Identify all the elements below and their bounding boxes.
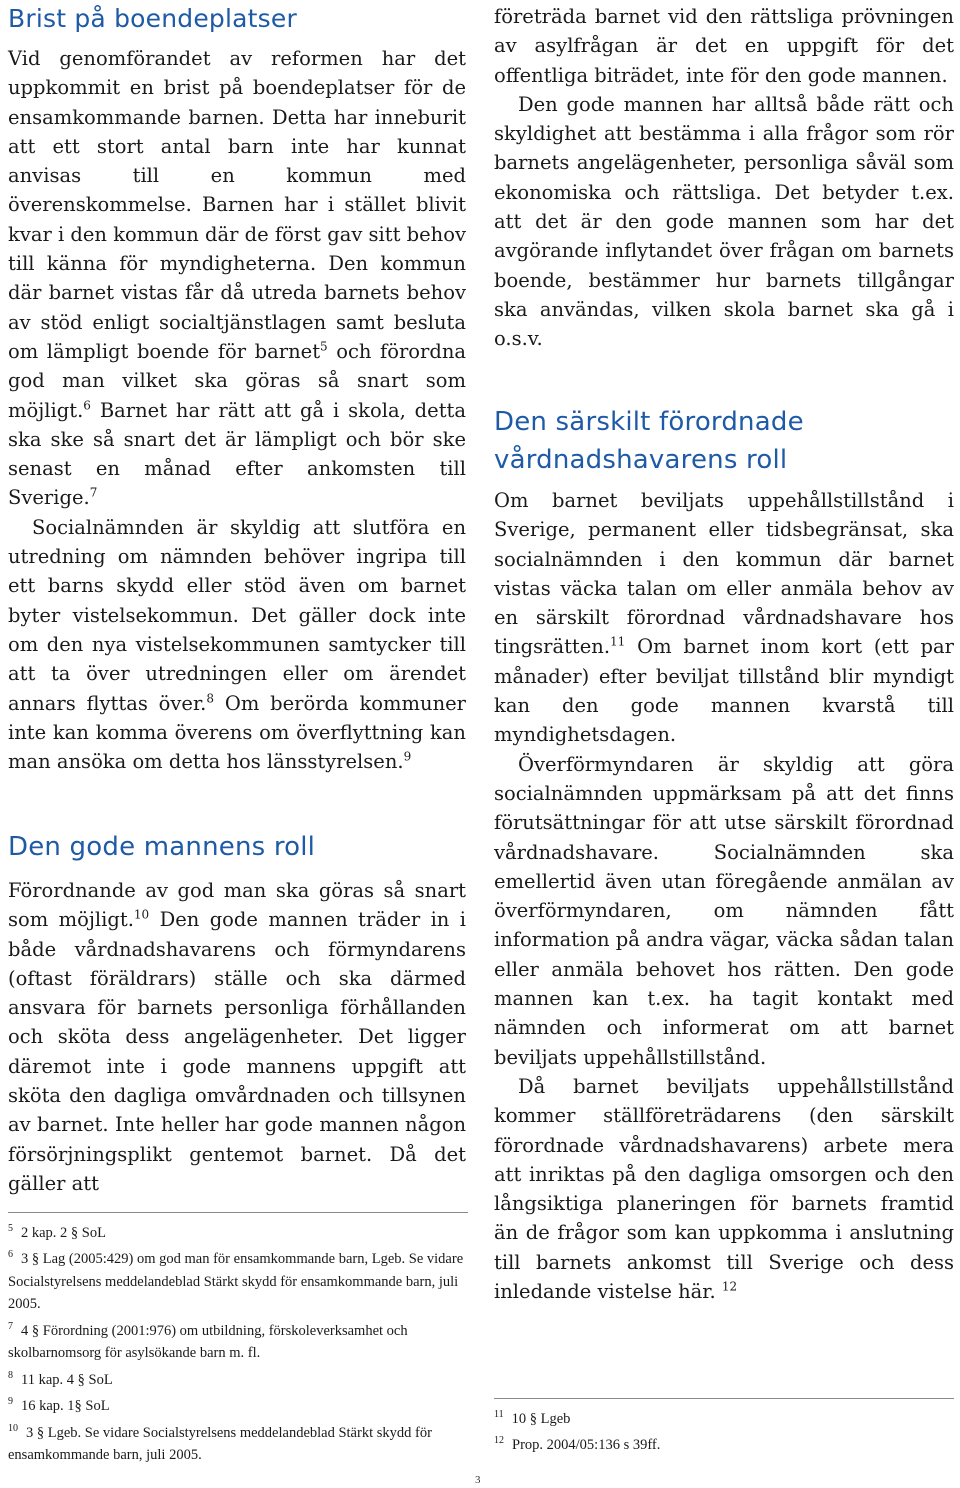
heading-den-sarskilt-forordnade: Den särskilt förordnade vårdnadshavarens roll [494, 407, 804, 475]
footnote-text: 10 § Lgeb [511, 1410, 571, 1427]
right-column-top [494, 2, 954, 354]
page-number: 3 [475, 1474, 481, 1486]
p3-text-b: Den gode mannen träder in i både vårdnadshavarens och förmyndarens (oftast föräldrars) ställe och ska därmed ansvara för barnets personliga förhållanden och sköta dess angelägenheter. Det ligger däremot inte i gode mannens uppgift att sköta den dagliga omvårdnaden och tillsynen av barnet. Inte heller har gode mannen någon försörjningsplikt gentemot barnet. Då det gäller att [8, 908, 466, 1195]
footnote-divider-left [8, 1212, 468, 1213]
p1-text-b: och förordna god man vilket ska göras så snart som möjligt. [8, 339, 467, 422]
footnote-ref-7: 7 [89, 485, 98, 500]
paragraph-3 [8, 876, 466, 1198]
p6-text-a: Om barnet beviljats uppehållstillstånd i Sverige, permanent eller tidsbegränsat, ska socialnämnden i den kommun där barnet vistas väcka talan om eller anmäla behov av en särskilt förordnad vårdnadshavare hos tingsrätten. [494, 489, 954, 659]
footnote-text: 16 kap. 1§ SoL [21, 1398, 110, 1415]
footnote-number: 11 [494, 1409, 504, 1420]
paragraph-7: Överförmyndaren är skyldig att göra socialnämnden uppmärksam på att det finns förutsättningar för att utse särskilt förordnad vårdnadshavare. Socialnämnden ska emellertid även utan föregående anmälan av överförmyndaren, om nämnden fått information på andra vägar, väcka sådan talan eller anmäla behovet hos rätten. Den gode mannen kan t.ex. ha tagit kontakt med nämnden och informerat om att barnet beviljats uppehållstillstånd. [494, 752, 954, 1069]
footnote-number: 8 [8, 1370, 13, 1382]
footnote-number: 6 [8, 1249, 13, 1261]
footnote-item [8, 1244, 470, 1316]
paragraph-1 [8, 44, 466, 776]
footnote-item [8, 1316, 470, 1365]
footnotes-left [8, 1218, 470, 1467]
footnote-ref-9: 9 [403, 749, 412, 764]
p2-text-b: Om berörda kommuner inte kan komma överens om överflyttning kan man ansöka om detta hos länsstyrelsen. [8, 691, 466, 774]
footnote-item [8, 1391, 470, 1417]
footnote-text: Prop. 2004/05:136 s 39ff. [512, 1437, 661, 1454]
footnote-item [8, 1418, 470, 1467]
footnote-text: 2 kap. 2 § SoL [21, 1224, 106, 1241]
footnote-ref-10: 10 [133, 907, 150, 922]
footnote-ref-5: 5 [320, 339, 328, 354]
footnote-ref-6: 6 [83, 398, 91, 413]
heading-brist-pa-boendeplatser: Brist på boendeplatser [8, 4, 297, 33]
footnote-number: 10 [8, 1422, 18, 1434]
footnote-item [494, 1404, 954, 1430]
footnote-item [8, 1365, 470, 1391]
p8-text-a: Då barnet beviljats uppehållstillstånd kommer ställföreträdarens (den särskilt förordnade vårdnadshavarens) arbete mera att inriktas på den dagliga omsorgen och den långsiktiga planeringen för barnets framtid än de frågor som kan uppkomma i anslutning till barnets ankomst till Sverige och dess inledande vistelse här. [494, 1074, 954, 1304]
p1-text-a: Vid genomförandet av reformen har det uppkommit en brist på boendeplatser för de ensamkommande barnen. Detta har inneburit att ett stort antal barn inte har kunnat anvisas till en kommun med överenskommelse. Barnen har i stället blivit kvar i den kommun där de först gav sitt behov till känna för myndigheterna. Den kommun där barnet vistas får då utreda barnets behov av stöd enligt socialtjänstlagen samt besluta om lämpligt boende för barnet [8, 47, 466, 363]
footnote-ref-12: 12 [721, 1279, 738, 1294]
paragraph-4: företräda barnet vid den rättsliga prövningen av asylfrågan är det en uppgift för det offentliga biträdet, inte för den gode mannen. [494, 5, 954, 87]
footnotes-right [494, 1404, 954, 1457]
footnote-text: 3 § Lag (2005:429) om god man för ensamkommande barn, Lgeb. Se vidare Socialstyrelsens meddelandeblad Stärkt skydd för ensamkommande barn, juli 2005. [8, 1251, 464, 1313]
footnote-item [494, 1430, 954, 1456]
footnote-number: 12 [494, 1435, 504, 1447]
p6-text-b: Om barnet inom kort (ett par månader) efter beviljat tillstånd blir myndigt kan den gode mannen kvarstå till myndighetsdagen. [494, 635, 954, 747]
footnote-ref-8: 8 [206, 691, 214, 706]
paragraph-5: Den gode mannen har alltså både rätt och skyldighet att bestämma i alla frågor som rör barnets angelägenheter, personliga såväl som ekonomiska och rättsliga. Det betyder t.ex. att det är den gode mannen som har det avgörande inflytandet över frågan om barnets boende, bestämmer hur barnets tillgångar ska användas, vilken skola barnet ska gå i o.s.v. [494, 92, 954, 351]
p3-text-a: Förordnande av god man ska göras så snart som möjligt. [8, 879, 466, 932]
footnote-divider-right [494, 1398, 954, 1399]
footnote-text: 11 kap. 4 § SoL [21, 1371, 113, 1388]
footnote-number: 5 [8, 1223, 13, 1234]
footnote-text: 4 § Förordning (2001:976) om utbildning, förskoleverksamhet och skolbarnomsorg för asylsökande barn m. fl. [8, 1322, 408, 1362]
heading-den-gode-mannens-roll: Den gode mannens roll [8, 832, 316, 862]
footnote-ref-11: 11 [610, 634, 626, 649]
right-column-body [494, 486, 954, 1306]
footnote-number: 7 [8, 1321, 13, 1333]
footnote-number: 9 [8, 1396, 13, 1408]
footnote-text: 3 § Lgeb. Se vidare Socialstyrelsens meddelandeblad Stärkt skydd för ensamkommande barn, juli 2005. [8, 1424, 432, 1464]
footnote-item [8, 1218, 470, 1244]
p2-text-a: Socialnämnden är skyldig att slutföra en utredning om nämnden behöver ingripa till ett barns skydd eller stöd även om barnet byter vistelsekommun. Det gäller dock inte om den nya vistelsekommunen samtycker till att ta över utredningen eller om ärendet annars flyttas över. [8, 515, 466, 715]
p1-text-c: Barnet har rätt att gå i skola, detta ska ske så snart det är lämpligt och bör ske senast en månad efter ankomsten till Sverige. [8, 398, 466, 510]
